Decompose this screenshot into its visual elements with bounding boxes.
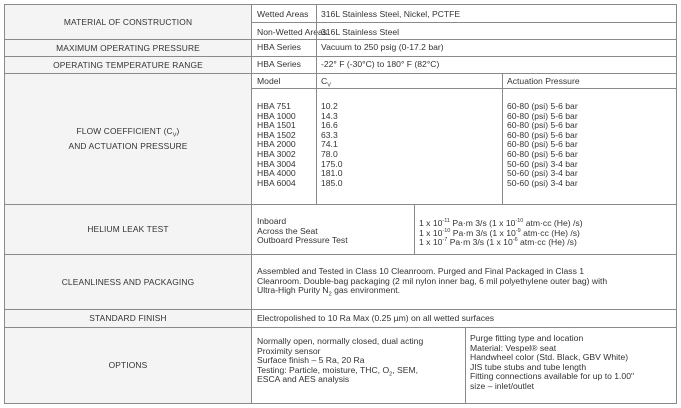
row-flow [5,74,676,205]
list-item: 181.0 [321,168,343,179]
cleanliness-text [252,267,607,296]
label-pressure: MAXIMUM OPERATING PRESSURE [5,40,252,56]
flow-header-model: Model [257,76,281,86]
row-options [5,328,676,403]
pressure-value: Vacuum to 250 psig (0-17.2 bar) [321,42,444,53]
list-item: 50-60 (psi) 3-4 bar [507,177,578,188]
list-item: 60-80 (psi) 5-6 bar [507,110,578,121]
helium-tests [252,217,348,246]
temperature-series: HBA Series [257,59,301,70]
list-item: 1 x $10^{-7}$ Pa·m 3/s (1 x $10^{-6}$ atm·cc (He) /s) [419,237,577,248]
helium-values [414,217,583,246]
list-item: Testing: Particle, moisture, THC, $O_2$, SEM, [257,364,418,378]
list-item: 1 x $10^{-11}$ Pa·m 3/s (1 x $10^{-10}$ atm·cc (He) /s) [419,217,583,228]
cleanliness-line3: Ultra-High Purity $N_2$ gas environment. [257,285,401,298]
list-item: Material: Vespel® seat [470,342,557,353]
list-item: 10.2 [321,101,338,111]
list-item: HBA 1502 [257,129,296,140]
list-item: Normally open, normally closed, dual acting [257,336,424,346]
divider [316,5,317,39]
flow-models [252,102,296,188]
list-item: Outboard Pressure Test [257,235,348,246]
list-item: 60-80 (psi) 5-6 bar [507,139,578,150]
list-item: HBA 2000 [257,139,296,150]
material-wetted-area: Wetted Areas [257,8,309,19]
list-item: HBA 1000 [257,110,296,121]
flow-cv-values [316,102,343,188]
specifications-table [4,4,677,404]
list-item: 78.0 [321,148,338,159]
flow-header-actuation: Actuation Pressure [507,76,580,86]
temperature-value: -22° F (-30°C) to 180° F (82°C) [321,59,440,70]
label-temperature: OPERATING TEMPERATURE RANGE [5,57,252,73]
list-item: 63.3 [321,129,338,140]
material-wetted-value: 316L Stainless Steel, Nickel, PCTFE [321,8,461,19]
cleanliness-line2: Cleanroom. Double-bag packaging (2 mil nylon inner bag, 6 mil polyethylene outer bag) with [257,275,608,286]
divider [316,40,317,56]
row-material [5,5,676,40]
row-pressure [5,40,676,57]
list-item: HBA 6004 [257,177,296,188]
cleanliness-line1: Assembled and Tested in Class 10 Cleanroom. Purged and Final Packaged in Class 1 [257,266,585,276]
list-item: JIS tube stubs and tube length [470,361,587,372]
list-item: 60-80 (psi) 5-6 bar [507,120,578,131]
list-item: Across the Seat [257,225,318,236]
list-item: 175.0 [321,158,343,169]
list-item: 185.0 [321,177,343,188]
row-cleanliness [5,255,676,310]
list-item: ESCA and AES analysis [257,374,350,385]
row-temperature [5,57,676,74]
divider [316,57,317,73]
material-nonwetted-area: Non-Wetted Areas [257,26,328,37]
list-item: HBA 751 [257,101,291,111]
list-item: HBA 3004 [257,158,296,169]
label-material: MATERIAL OF CONSTRUCTION [5,5,252,39]
label-options: OPTIONS [5,328,252,403]
label-finish: STANDARD FINISH [5,310,252,327]
list-item: HBA 4000 [257,168,296,179]
label-helium: HELIUM LEAK TEST [5,205,252,254]
list-item: size – inlet/outlet [470,380,535,391]
list-item: Surface finish – 5 Ra, 20 Ra [257,355,365,366]
list-item: Proximity sensor [257,345,321,356]
list-item: 50-60 (psi) 3-4 bar [507,168,578,179]
label-flow-line2: AND ACTUATION PRESSURE [68,141,188,152]
row-helium [5,205,676,255]
list-item: 60-80 (psi) 5-6 bar [507,101,578,111]
label-flow [5,74,252,204]
flow-header-cv: $C_V$ [321,76,331,89]
list-item: 60-80 (psi) 5-6 bar [507,129,578,140]
finish-value: Electropolished to 10 Ra Max (0.25 µm) on all wetted surfaces [257,312,495,323]
list-item: Purge fitting type and location [470,333,584,343]
row-finish [5,310,676,328]
label-flow-line1: FLOW COEFFICIENT $(C_V)$ [76,125,180,139]
list-item: 16.6 [321,120,338,131]
options-right [465,334,634,392]
list-item: 50-60 (psi) 3-4 bar [507,158,578,169]
pressure-series: HBA Series [257,42,301,53]
list-item: Inboard [257,216,287,226]
list-item: Fitting connections available for up to 1.00" [470,371,635,382]
list-item: 14.3 [321,110,338,121]
material-nonwetted-value: 316L Stainless Steel [321,26,400,37]
list-item: 60-80 (psi) 5-6 bar [507,148,578,159]
options-left [252,337,423,385]
list-item: HBA 1501 [257,120,296,131]
list-item: HBA 3002 [257,148,296,159]
list-item: 74.1 [321,139,338,150]
label-cleanliness: CLEANLINESS AND PACKAGING [5,255,252,309]
flow-actuation-values [502,102,578,188]
list-item: Handwheel color (Std. Black, GBV White) [470,352,629,363]
list-item: 1 x $10^{-10}$ Pa·m 3/s (1 x $10^{-9}$ atm·cc (He) /s) [419,227,580,238]
